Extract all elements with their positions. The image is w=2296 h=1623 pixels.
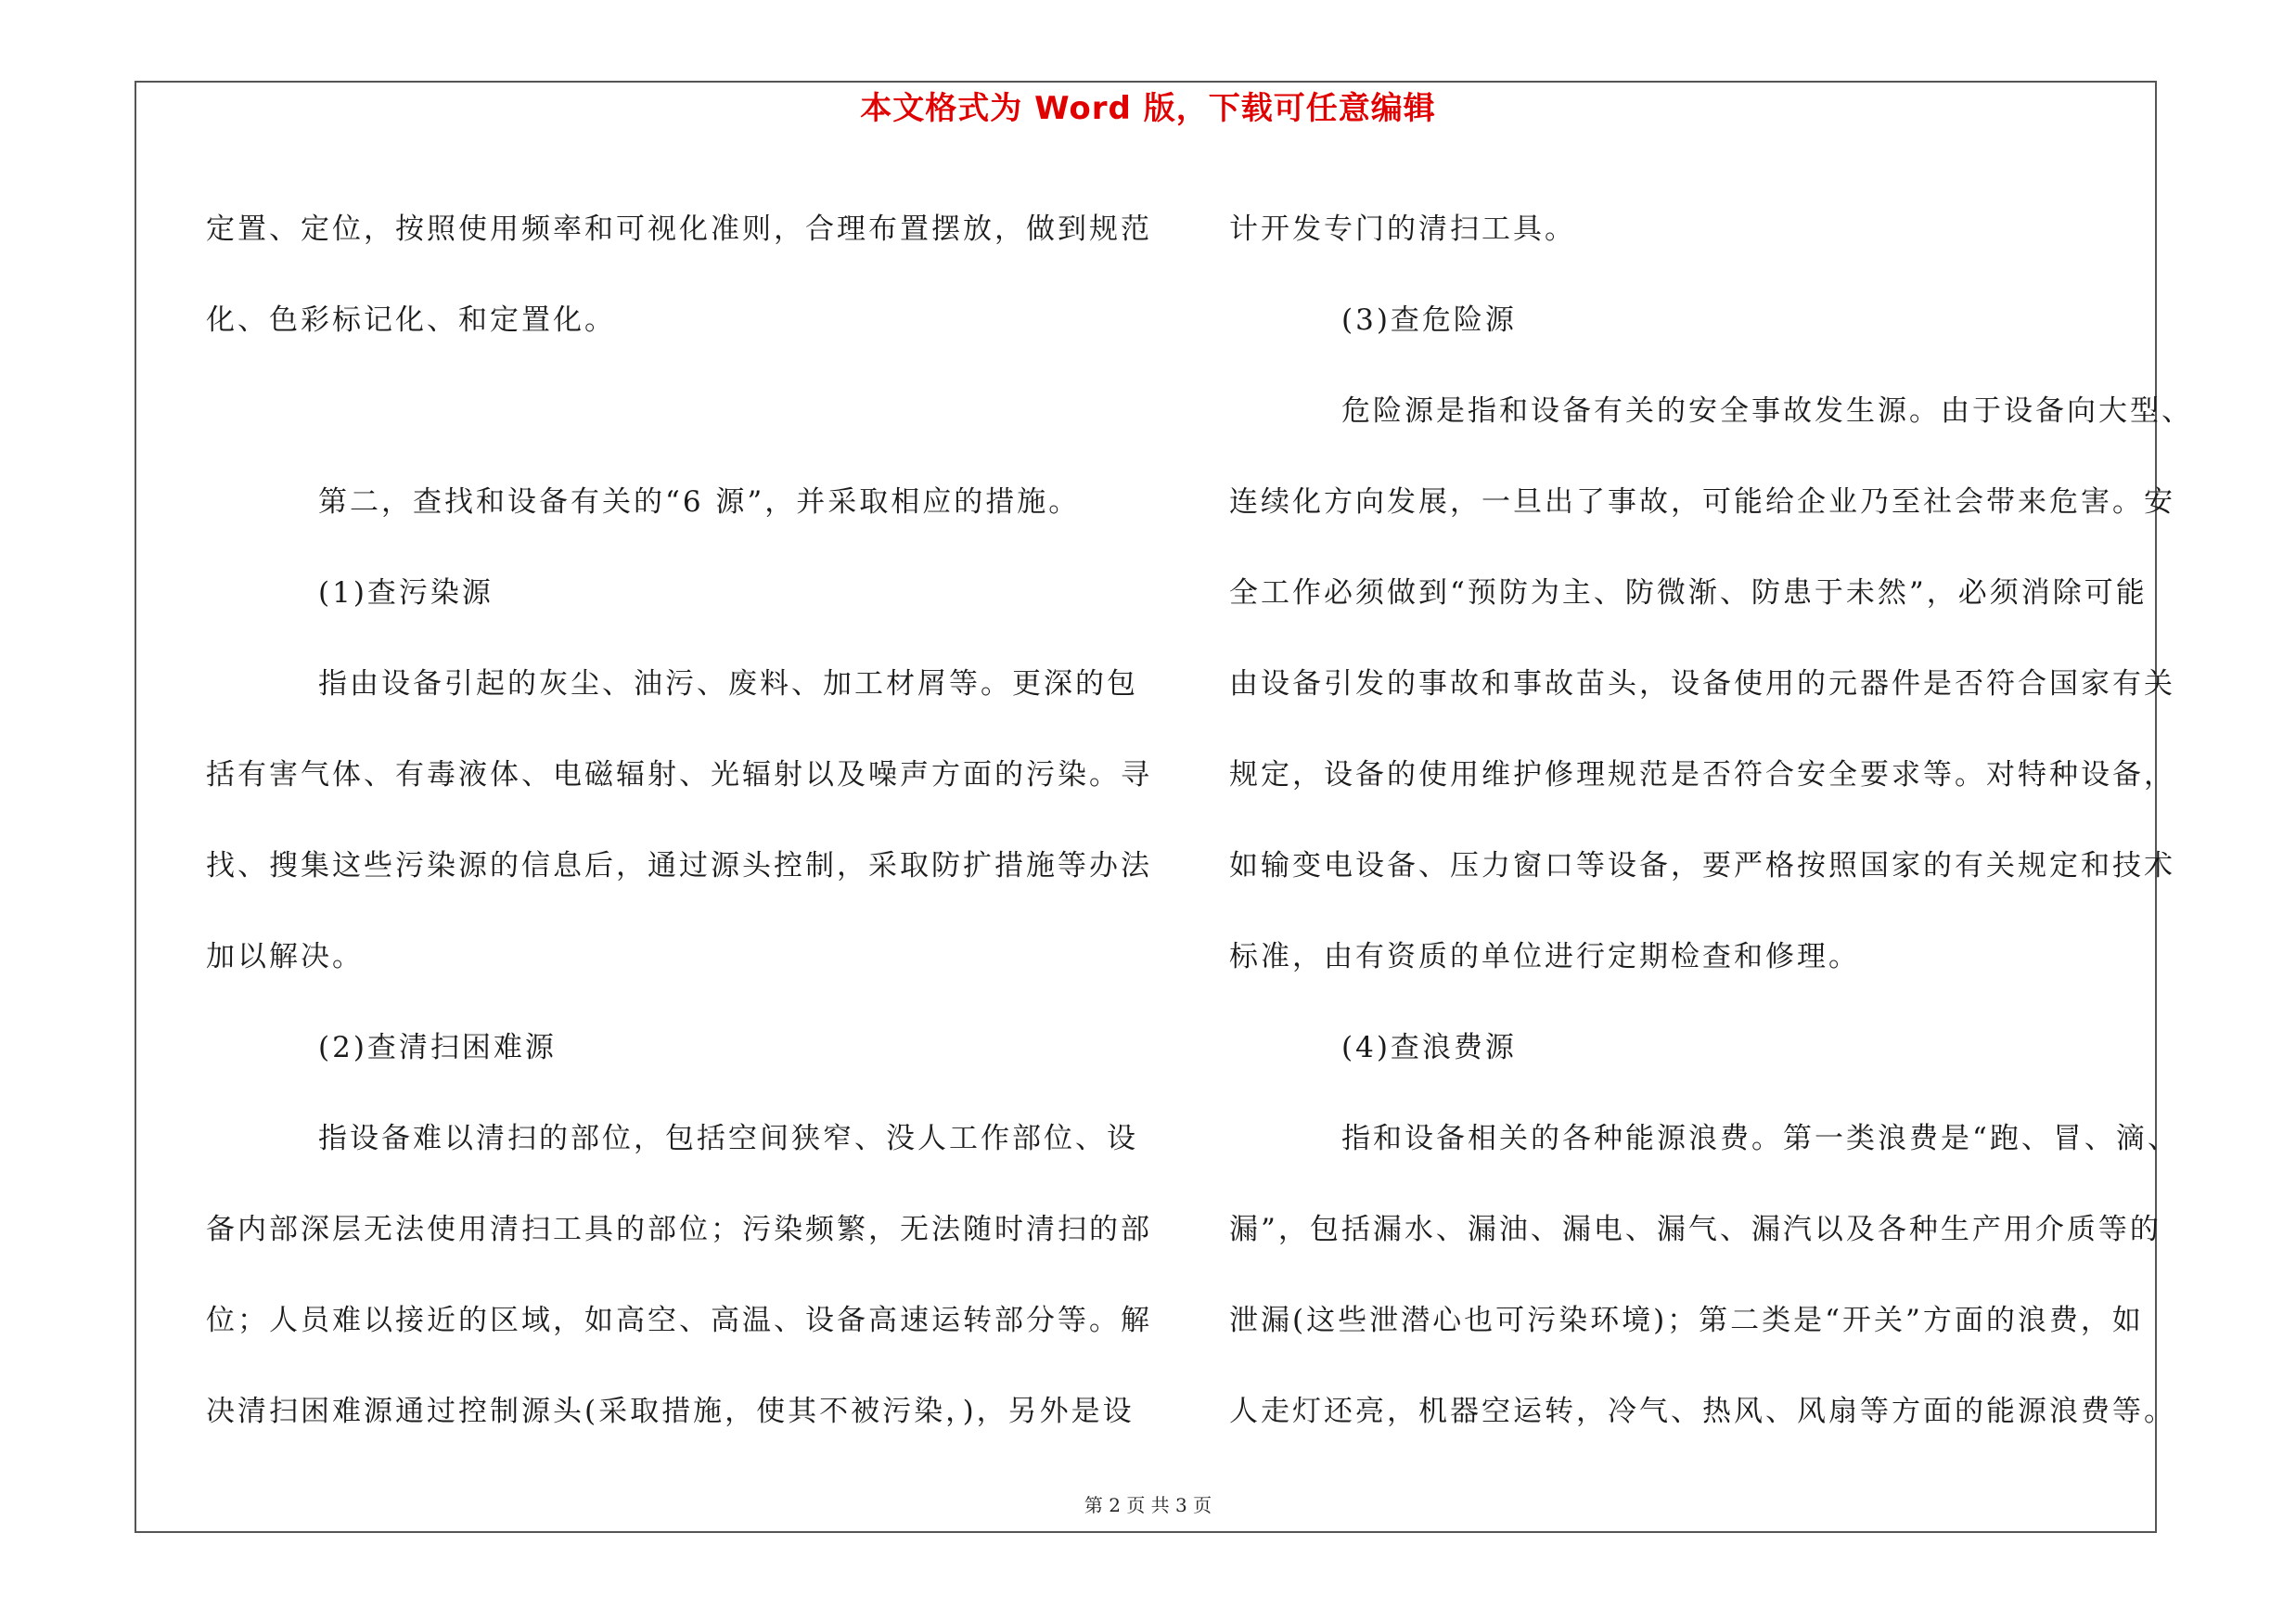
subsection-heading: (1)查污染源	[318, 576, 494, 610]
paragraph-line: 标准，由有资质的单位进行定期检查和修理。	[1229, 940, 1860, 973]
paragraph-line: 指和设备相关的各种能源浪费。第一类浪费是“跑、冒、滴、	[1341, 1122, 2179, 1155]
paragraph-line: 指由设备引起的灰尘、油污、废料、加工材屑等。更深的包	[318, 667, 1138, 701]
paragraph-line: 计开发专门的清扫工具。	[1229, 213, 1576, 246]
subsection-heading: (4)查浪费源	[1341, 1031, 1517, 1064]
paragraph-line: 由设备引发的事故和事故苗头，设备使用的元器件是否符合国家有关	[1229, 667, 2175, 701]
header-banner: 本文格式为 Word 版，下载可任意编辑	[860, 90, 1436, 127]
paragraph-line: 加以解决。	[206, 940, 364, 973]
paragraph-line: 全工作必须做到“预防为主、防微渐、防患于未然”，必须消除可能	[1229, 576, 2148, 610]
right-column	[1229, 184, 2193, 1457]
paragraph-line: 找、搜集这些污染源的信息后，通过源头控制，采取防扩措施等办法	[206, 849, 1152, 882]
paragraph-line: 决清扫困难源通过控制源头(采取措施，使其不被污染，)，另外是设	[206, 1395, 1135, 1428]
left-column	[206, 184, 1152, 1457]
blank-line	[206, 366, 1124, 457]
paragraph-line: 定置、定位，按照使用频率和可视化准则，合理布置摆放，做到规范	[206, 213, 1152, 246]
section-heading: 第二，查找和设备有关的“6 源”，并采取相应的措施。	[318, 485, 1081, 519]
paragraph-line: 漏”，包括漏水、漏油、漏电、漏气、漏汽以及各种生产用介质等的	[1229, 1213, 2161, 1246]
paragraph-line: 化、色彩标记化、和定置化。	[206, 303, 616, 337]
subsection-heading: (3)查危险源	[1341, 303, 1517, 337]
paragraph-line: 备内部深层无法使用清扫工具的部位；污染频繁，无法随时清扫的部	[206, 1213, 1152, 1246]
paragraph-line: 人走灯还亮，机器空运转，冷气、热风、风扇等方面的能源浪费等。	[1229, 1395, 2175, 1428]
paragraph-line: 位；人员难以接近的区域，如高空、高温、设备高速运转部分等。解	[206, 1304, 1152, 1337]
subsection-heading: (2)查清扫困难源	[318, 1031, 557, 1064]
paragraph-line: 泄漏(这些泄潜心也可污染环境)；第二类是“开关”方面的浪费，如	[1229, 1304, 2144, 1337]
paragraph-line: 如输变电设备、压力窗口等设备，要严格按照国家的有关规定和技术	[1229, 849, 2175, 882]
paragraph-line: 危险源是指和设备有关的安全事故发生源。由于设备向大型、	[1341, 394, 2193, 428]
paragraph-line: 指设备难以清扫的部位，包括空间狭窄、没人工作部位、设	[318, 1122, 1138, 1155]
paragraph-line: 连续化方向发展，一旦出了事故，可能给企业乃至社会带来危害。安	[1229, 485, 2175, 519]
paragraph-line: 规定，设备的使用维护修理规范是否符合安全要求等。对特种设备，	[1229, 758, 2175, 792]
paragraph-line: 括有害气体、有毒液体、电磁辐射、光辐射以及噪声方面的污染。寻	[206, 758, 1152, 792]
page-number-footer: 第 2 页 共 3 页	[1084, 1494, 1212, 1516]
